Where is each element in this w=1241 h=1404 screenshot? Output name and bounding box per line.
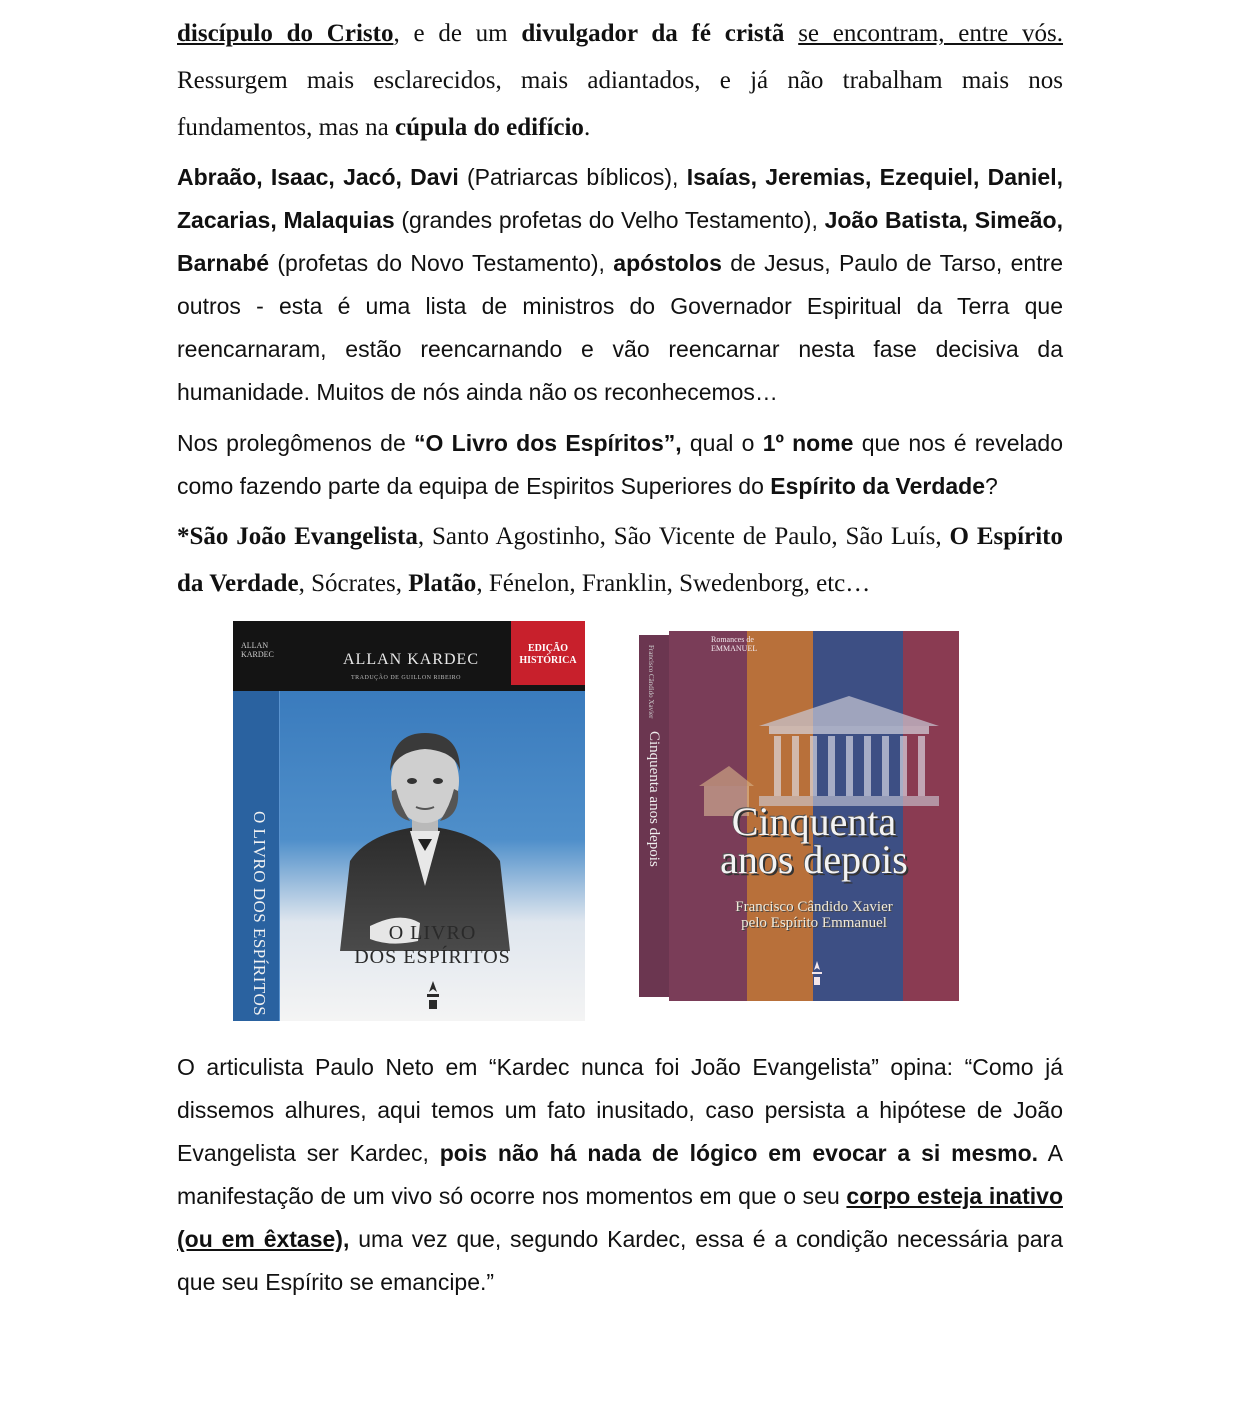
book1-author: ALLAN KARDEC xyxy=(343,651,479,668)
book2-spine-title: Cinquenta anos depois xyxy=(646,731,662,867)
underline-encontram: se encontram, entre vós. xyxy=(798,20,1064,47)
portrait-image xyxy=(330,711,520,951)
paragraph-1: discípulo do Cristo, e de um divulgador da fé cristã se encontram, entre vós. Ressurgem mais esclarecidos, mais adiantados, e já não trabalham mais nos fundamentos, mas na cúpula do edifício. xyxy=(177,20,1064,141)
book1-small-author: ALLAN KARDEC xyxy=(241,641,274,659)
paragraph-4: *São João Evangelista, Santo Agostinho, São Vicente de Paulo, São Luís, O Espírito da Verdade, Sócrates, Platão, Fénelon, Franklin, Swedenborg, etc… xyxy=(177,523,1063,597)
book1-spine-title: O LIVRO DOS ESPÍRITOS xyxy=(250,811,269,1017)
book-cover-cinquenta-anos-depois xyxy=(639,631,959,1001)
paragraph-2: Abraão, Isaac, Jacó, Davi (Patriarcas bíblicos), Isaías, Jeremias, Ezequiel, Daniel, Zacarias, Malaquias (grandes profetas do Velho Testamento), João Batista, Simeão, Barnabé (profetas do Novo Testamento), apóstolos de Jesus, Paulo de Tarso, entre outros - esta é uma lista de ministros do Governador Espiritual da Terra que reencarnaram, estão reencarnando e vão reencarnar nesta fase decisiva da humanidade. Muitos de nós ainda não os reconhecemos… xyxy=(177,164,1063,405)
emphasis-discipulo: discípulo do Cristo xyxy=(177,20,394,47)
book-covers xyxy=(177,621,1063,1046)
emphasis-cupula: cúpula do edifício xyxy=(395,114,584,141)
publisher-logo-icon xyxy=(809,961,825,985)
book2-spine xyxy=(639,635,669,997)
emphasis-divulgador: divulgador da fé cristã xyxy=(521,20,785,47)
paragraph-3: Nos prolegômenos de “O Livro dos Espíritos”, qual o 1º nome que nos é revelado como fazendo parte da equipa de Espiritos Superiores do Espírito da Verdade? xyxy=(177,430,1063,499)
book1-edition-badge: EDIÇÃO HISTÓRICA xyxy=(511,621,585,685)
paragraph-5: O articulista Paulo Neto em “Kardec nunca foi João Evangelista” opina: “Como já dissemos alhures, aqui temos um fato inusitado, caso persista a hipótese de João Evangelista ser Kardec, pois não há nada de lógico em evocar a si mesmo. A manifestação de um vivo só ocorre nos momentos em que o seu corpo esteja inativo (ou em êxtase), uma vez que, segundo Kardec, essa é a condição necessária para que seu Espírito se emancipe.” xyxy=(177,1054,1063,1295)
book-cover-livro-dos-espiritos xyxy=(233,621,585,1021)
book1-front xyxy=(280,691,585,1021)
book2-author: Francisco Cândido Xavier pelo Espírito Emmanuel xyxy=(735,899,893,931)
book2-series: Romances de EMMANUEL xyxy=(711,635,758,653)
document-page xyxy=(177,10,1063,1304)
book2-spine-author: Francisco Cândido Xavier xyxy=(647,645,655,719)
book1-spine xyxy=(233,691,280,1021)
publisher-logo-icon xyxy=(423,981,443,1009)
book1-translator: TRADUÇÃO DE GUILLON RIBEIRO xyxy=(351,675,461,681)
book1-title: O LIVRO DOS ESPÍRITOS xyxy=(354,922,511,968)
book2-title: Cinquenta anos depois xyxy=(720,799,908,882)
